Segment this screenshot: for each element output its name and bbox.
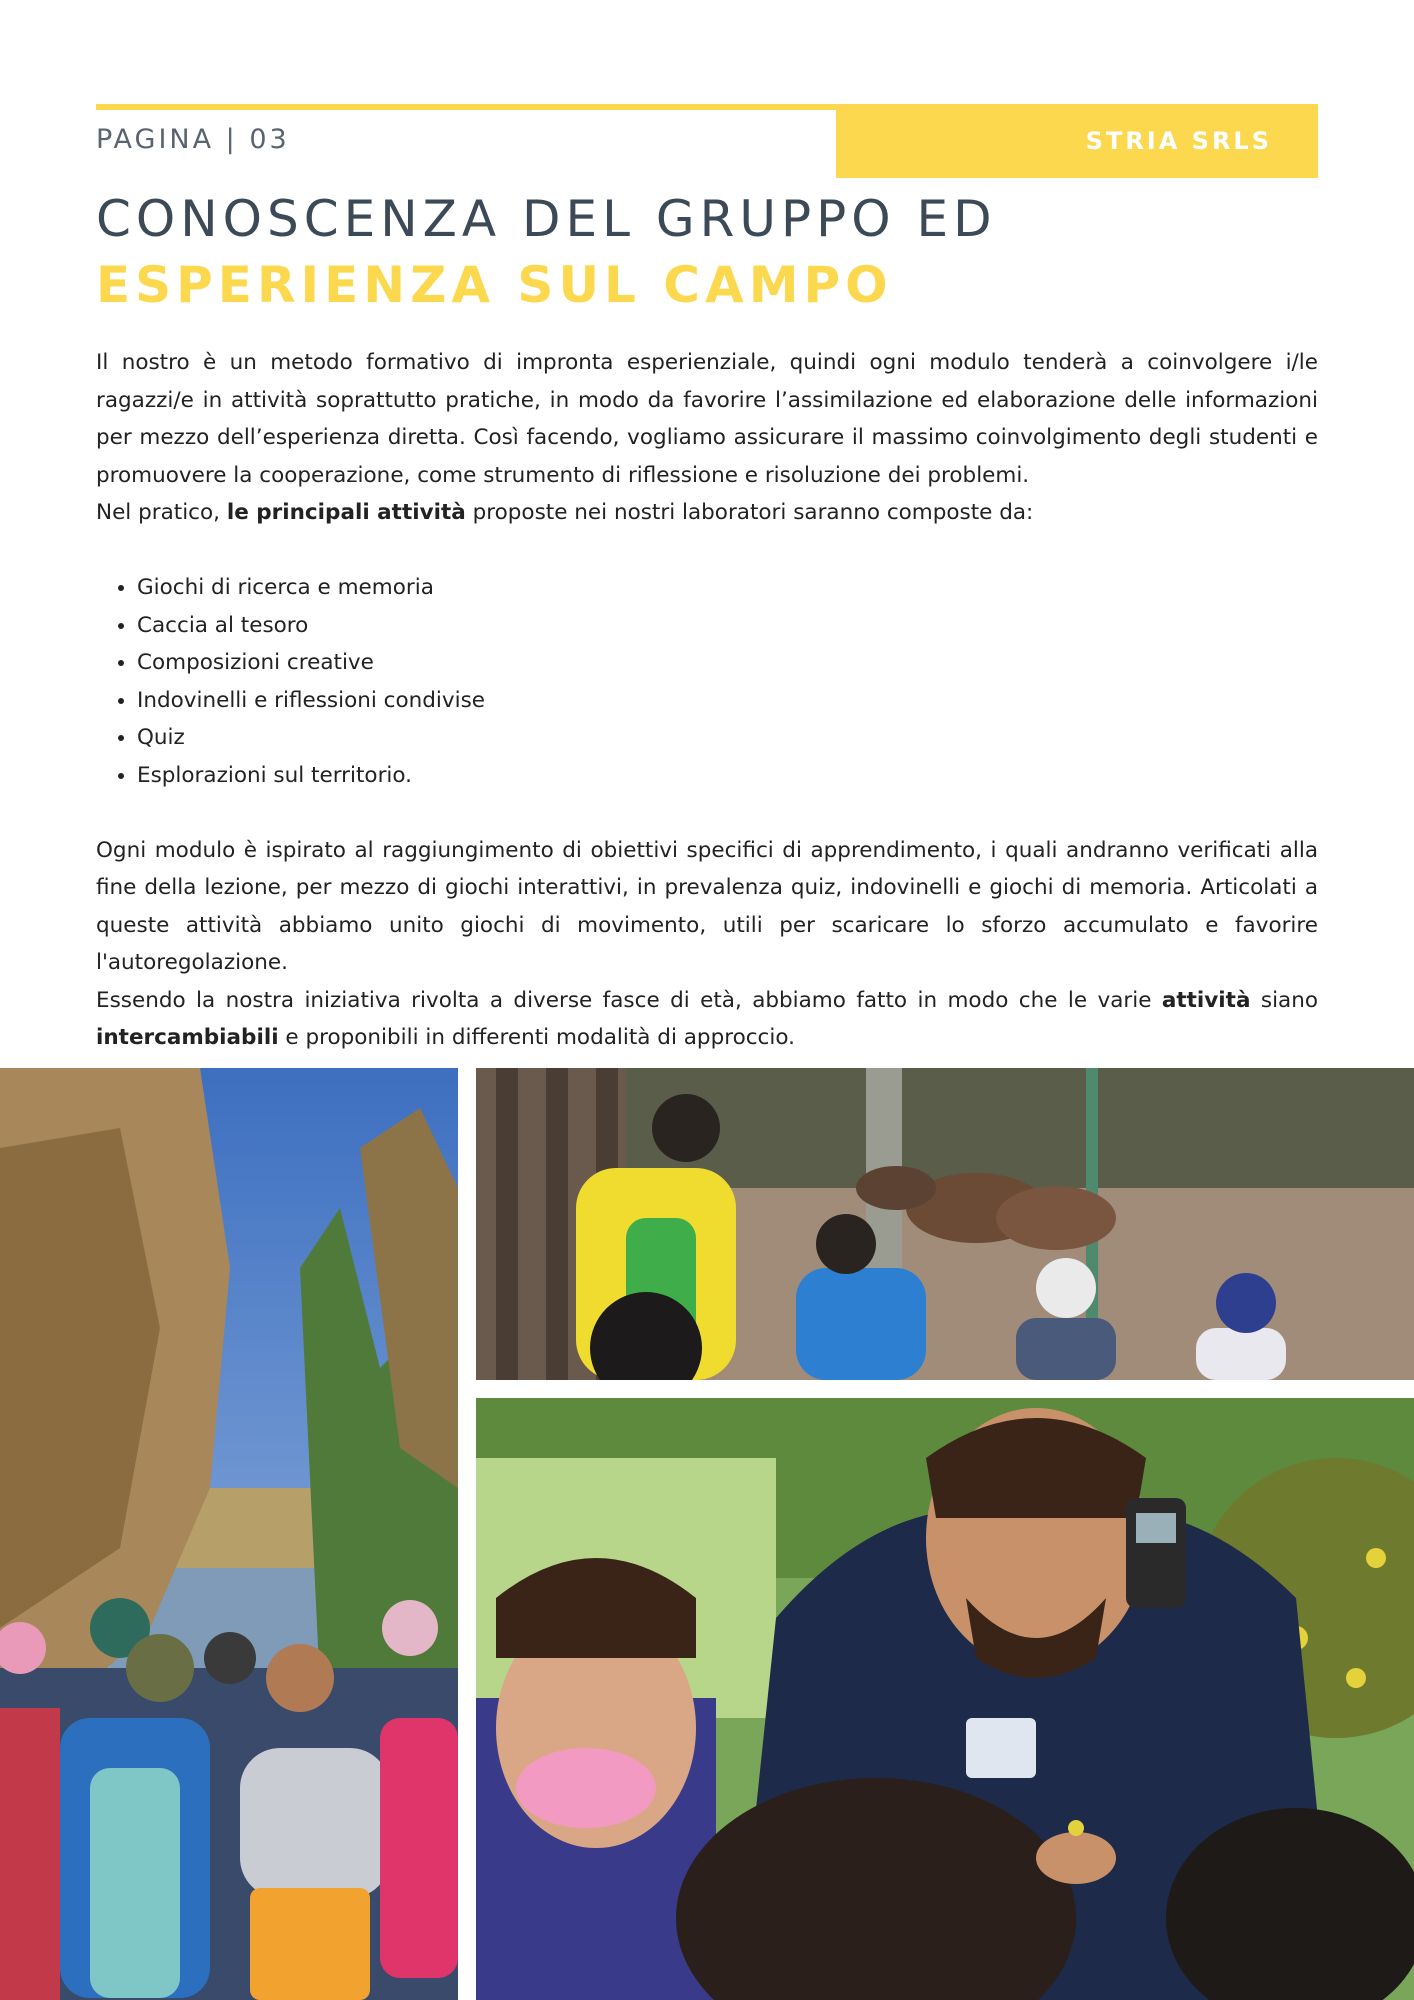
- text-span: e proponibili in differenti modalità di approccio.: [278, 1025, 795, 1050]
- bold-text: le principali attività: [226, 500, 466, 525]
- page-subtitle: ESPERIENZA SUL CAMPO: [96, 256, 893, 314]
- bold-text: intercambiabili: [96, 1025, 279, 1050]
- text-span: Nel pratico,: [96, 500, 227, 525]
- list-item: • Indovinelli e riflessioni condivise: [137, 682, 1318, 720]
- company-name: STRIA SRLS: [1085, 127, 1272, 155]
- list-item: • Quiz: [137, 719, 1318, 757]
- photo-guide-plant: [476, 1398, 1414, 2000]
- activities-list: [96, 569, 1318, 794]
- header-rule: [96, 104, 836, 110]
- list-item: • Esplorazioni sul territorio.: [137, 757, 1318, 795]
- company-banner: [836, 104, 1318, 178]
- text-span: siano: [1250, 987, 1319, 1013]
- page-title: CONOSCENZA DEL GRUPPO ED: [96, 190, 997, 248]
- list-item: • Caccia al tesoro: [137, 607, 1318, 645]
- intro-paragraph: Il nostro è un metodo formativo di impronta esperienziale, quindi ogni modulo tenderà a coinvolgere i/le ragazzi/e in attività soprattutto pratiche, in modo da favorire l’assimilazione ed elaborazione delle informazioni per mezzo dell’esperienza diretta. Così facendo, vogliamo assicurare il massimo coinvolgimento degli studenti e promuovere la cooperazione, come strumento di riflessione e risoluzione dei problemi.: [96, 350, 1318, 488]
- text-span: Essendo la nostra iniziativa rivolta a diverse fasce di età, abbiamo fatto in modo che le varie: [96, 987, 1162, 1013]
- body-text: [96, 344, 1318, 1057]
- page-number: PAGINA | 03: [96, 124, 290, 155]
- photo-deer-fence: [476, 1068, 1414, 1380]
- activities-intro: [96, 494, 1318, 532]
- list-item: • Composizioni creative: [137, 644, 1318, 682]
- text-span: proposte nei nostri laboratori saranno composte da:: [465, 500, 1034, 525]
- photo-reeds-lagoon: [0, 1068, 458, 2000]
- closing-paragraph: [96, 982, 1318, 1057]
- modules-paragraph: Ogni modulo è ispirato al raggiungimento di obiettivi specifici di apprendimento, i quali andranno verificati alla fine della lezione, per mezzo di giochi interattivi, in prevalenza quiz, indovinelli e giochi di memoria. Articolati a queste attività abbiamo unito giochi di movimento, utili per scaricare lo sforzo accumulato e favorire l'autoregolazione.: [96, 837, 1318, 975]
- bold-text: attività: [1161, 987, 1251, 1013]
- list-item: • Giochi di ricerca e memoria: [137, 569, 1318, 607]
